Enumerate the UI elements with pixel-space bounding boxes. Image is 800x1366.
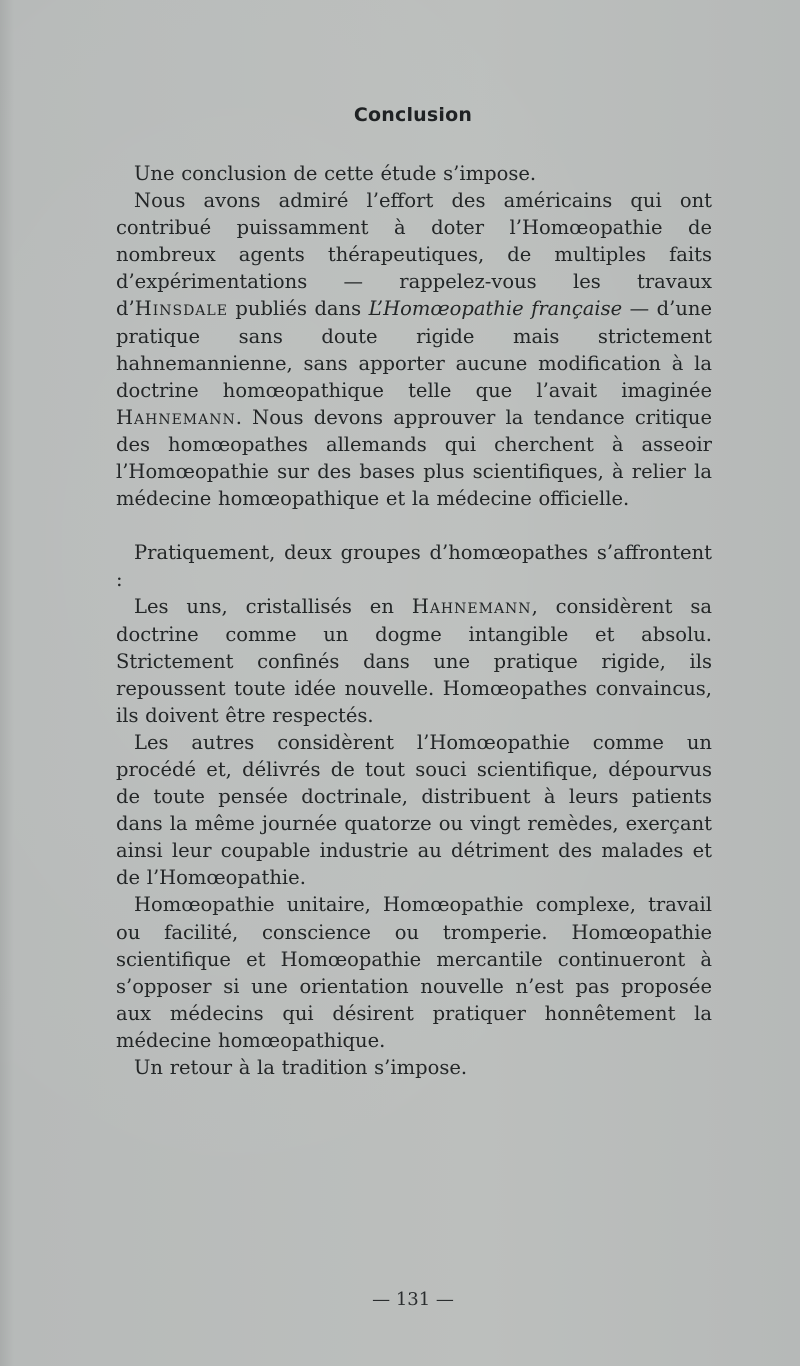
paragraph-4	[116, 593, 712, 728]
page-number: — 131 —	[372, 1289, 454, 1310]
author-name-hahnemann-2: Hahnemann	[411, 595, 532, 619]
paragraph-4-text-a: Les uns, cristallisés en	[134, 595, 412, 619]
paragraph-3-text: Pratiquement, deux groupes d’homœopathes s’affrontent :	[116, 541, 712, 592]
paragraph-6-text: Homœopathie unitaire, Homœopathie complexe, travail ou facilité, conscience ou tromperie. Homœopathie scientifique et Homœopathie mercantile continueront à s’opposer si une orientation nouvelle n’est pas proposée aux médecins qui désirent pratiquer honnêtement la médecine homœopathique.	[116, 893, 712, 1052]
paragraph-5-text: Les autres considèrent l’Homœopathie comme un procédé et, délivrés de tout souci scientifique, dépourvus de toute pensée doctrinale, distribuent à leurs patients dans la même journée quatorze ou vingt remèdes, exerçant ainsi leur coupable industrie au détriment des malades et de l’Homœopathie.	[116, 730, 712, 890]
paragraph-2	[116, 187, 712, 512]
paragraph-2-text-e: — d’une pratique sans doute rigide mais strictement hahnemannienne, sans apporter aucune modification à la doctrine homœopathique telle que l’avait imaginée	[116, 297, 712, 402]
paragraph-2-text-c: publiés dans	[227, 297, 369, 321]
paragraph-5	[116, 729, 712, 892]
paragraph-4-text-c: , considèrent sa doctrine comme un dogme intangible et absolu. Strictement confinés dans une pratique rigide, ils repoussent toute idée nouvelle. Homœopathes convaincus, ils doivent être respectés.	[116, 595, 712, 727]
journal-title: L’Homœopathie française	[368, 297, 623, 321]
page-title: Conclusion	[353, 104, 473, 126]
author-name-hahnemann: Hahnemann	[116, 405, 236, 429]
paragraph-2-text-a: Nous avons admiré l’effort des américains qui ont contribué puissamment à doter l’Homœopathie de nombreux agents thérapeutiques, de multiples faits d’expérimentations — rappelez-vous les travaux d’	[116, 189, 712, 321]
paragraph-1	[116, 160, 712, 187]
paragraph-2-text-g: . Nous devons approuver la tendance critique des homœopathes allemands qui cherchent à asseoir l’Homœopathie sur des bases plus scientifiques, à relier la médecine homœopathique et la médecine officielle.	[116, 405, 712, 511]
paragraph-7-text: Un retour à la tradition s’impose.	[134, 1056, 468, 1079]
paragraph-7	[116, 1054, 712, 1081]
paragraph-6	[116, 891, 712, 1054]
paragraph-1-text: Une conclusion de cette étude s’impose.	[134, 162, 537, 185]
body-text	[116, 160, 712, 1081]
author-name-hinsdale: Hinsdale	[134, 297, 228, 321]
paragraph-3	[116, 539, 712, 593]
